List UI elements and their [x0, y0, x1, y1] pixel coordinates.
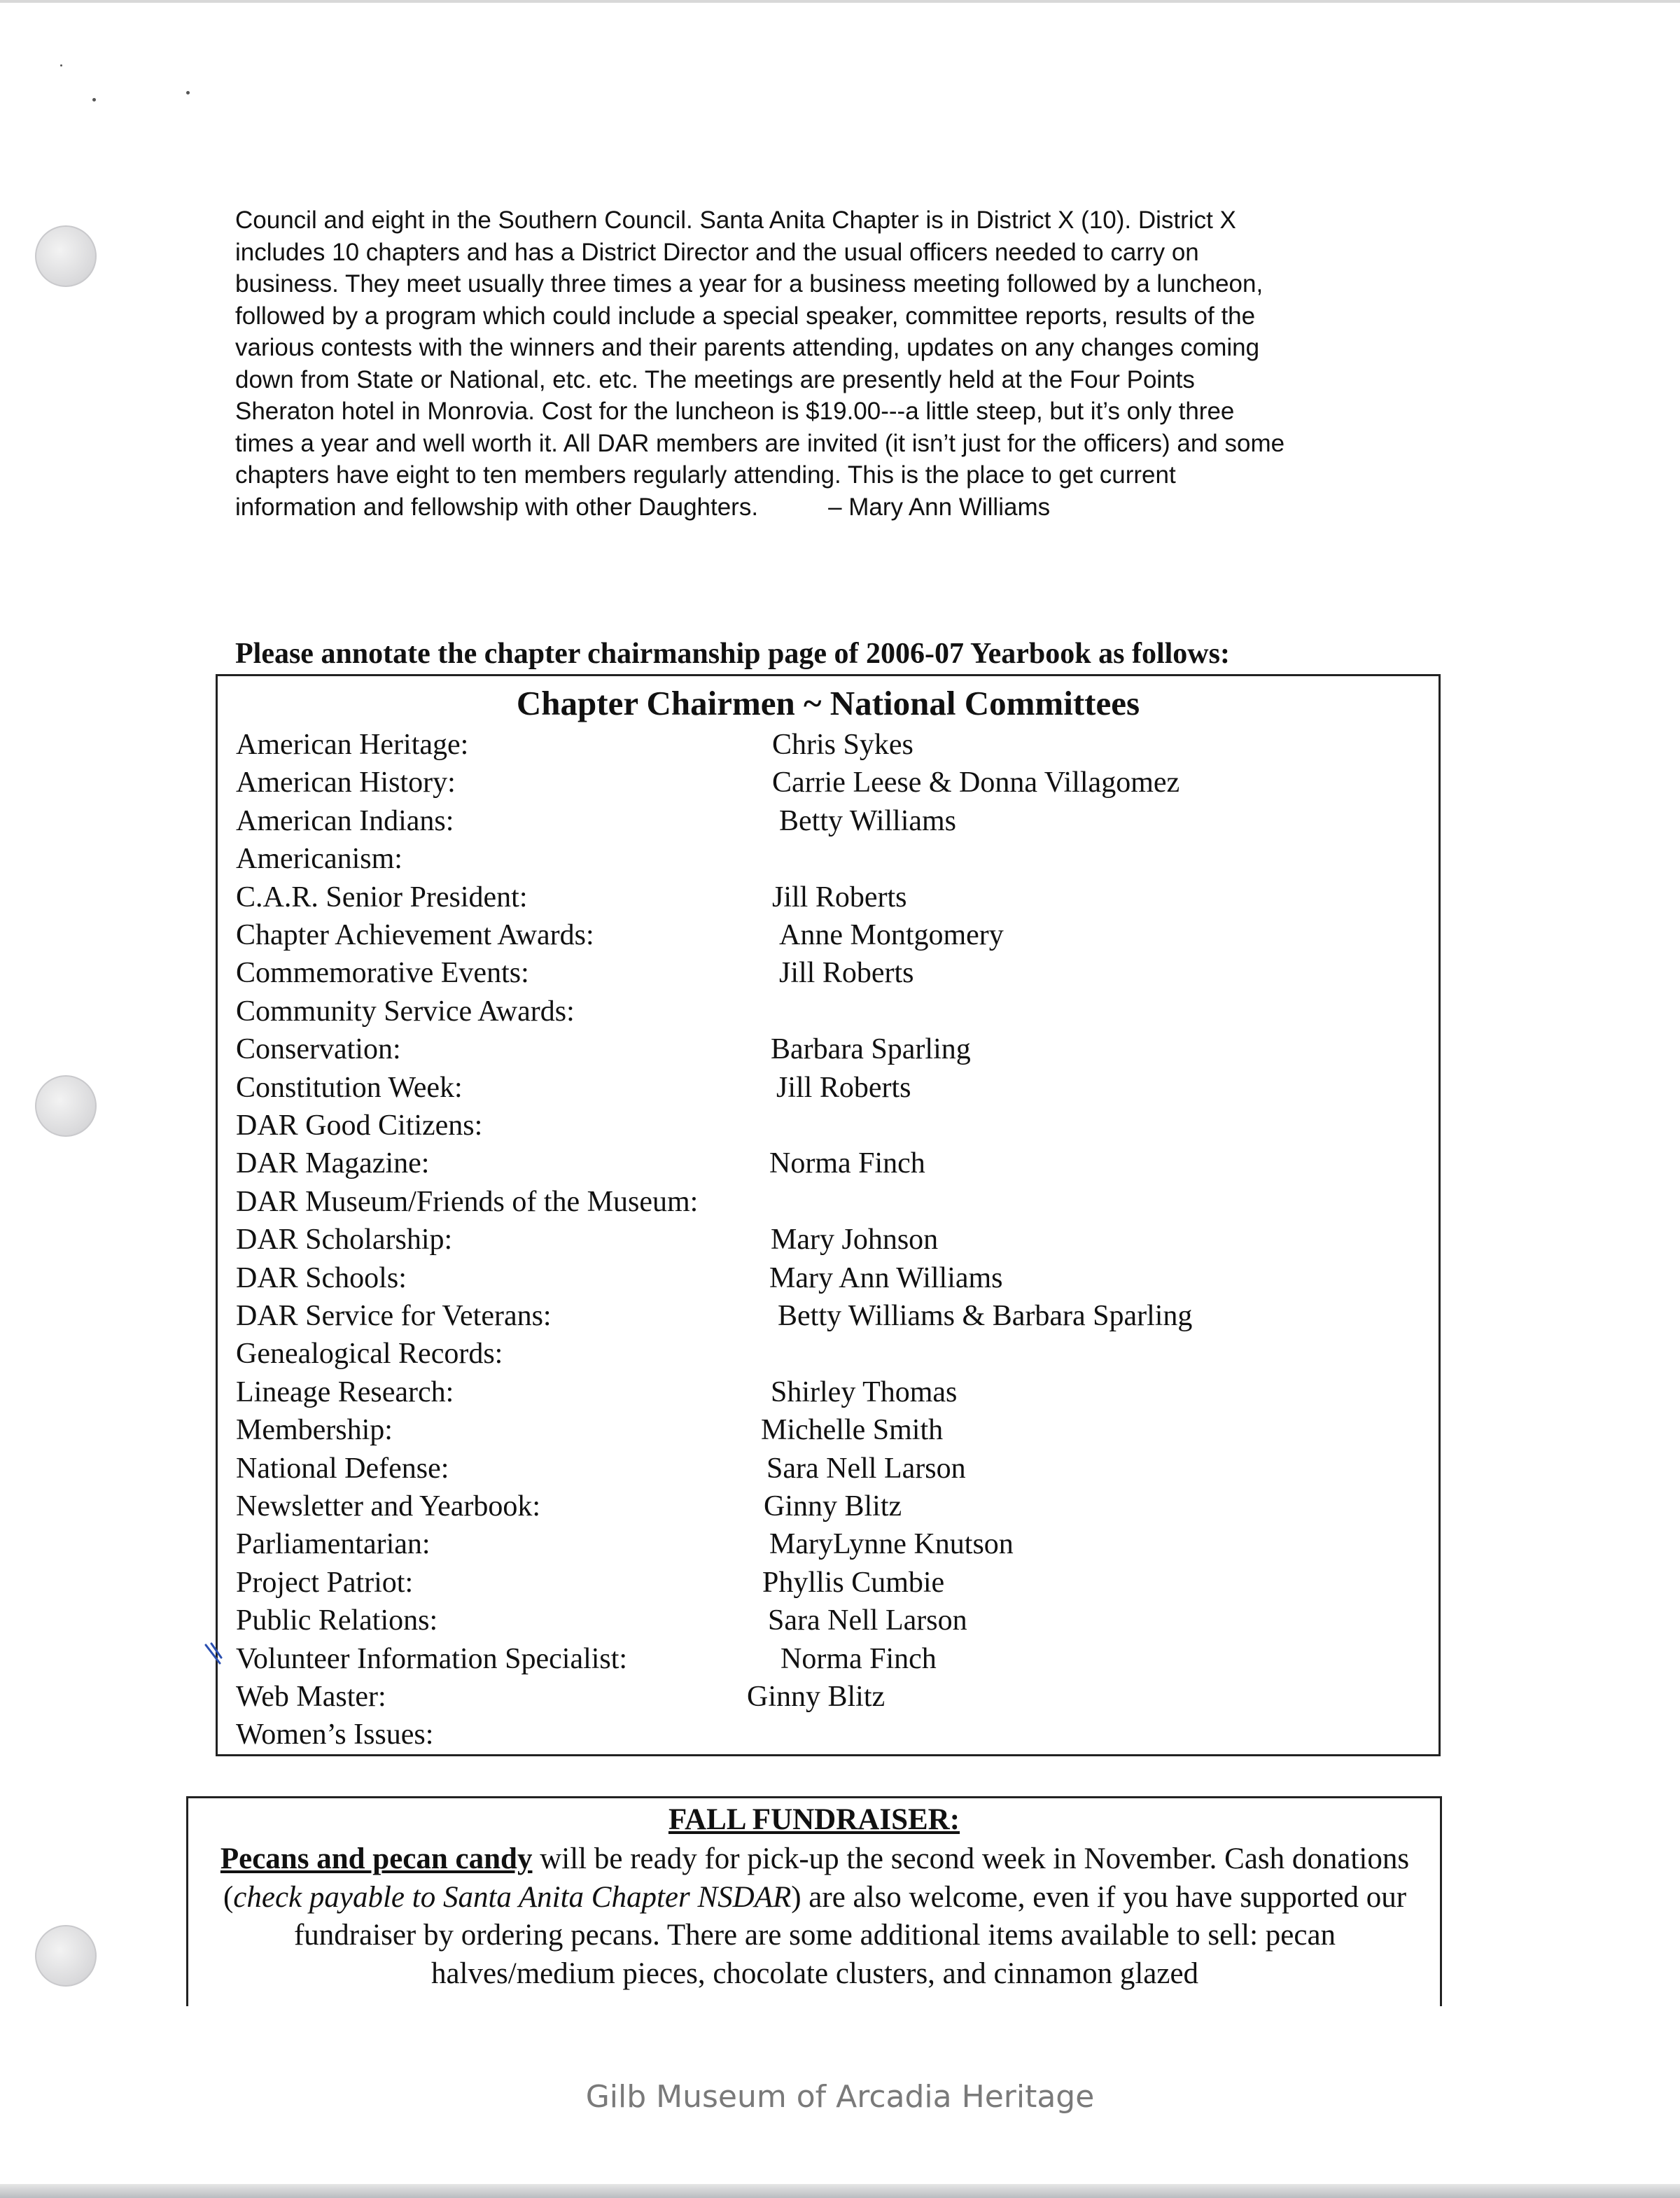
chairman-name: Norma Finch: [780, 1642, 937, 1675]
committee-name: Americanism:: [236, 843, 402, 876]
committee-name: Lineage Research:: [236, 1376, 454, 1408]
committee-name: DAR Magazine:: [236, 1147, 430, 1180]
intro-line: information and fellowship with other Daughters.: [235, 493, 759, 521]
fundraiser-lead: Pecans and pecan candy: [220, 1842, 533, 1875]
chairmen-title: Chapter Chairmen ~ National Committees: [516, 684, 1140, 722]
annotation-instruction: Please annotate the chapter chairmanship page of 2006-07 Yearbook as follows:: [235, 638, 1230, 670]
chairmen-row: [236, 993, 1426, 1030]
chairmen-row: [236, 1030, 1426, 1068]
chairmen-row: [236, 1450, 1426, 1488]
fundraiser-text: will be ready for pick-up the second week in November. Cash donations (: [223, 1842, 1410, 1914]
chairman-name: Mary Johnson: [771, 1224, 939, 1256]
chairman-name: Ginny Blitz: [747, 1681, 886, 1713]
chairman-name: Mary Ann Williams: [769, 1261, 1003, 1294]
fundraiser-title: FALL FUNDRAISER:: [668, 1803, 960, 1836]
chairmen-row: [236, 1716, 1426, 1754]
committee-name: Chapter Achievement Awards:: [236, 919, 594, 951]
fundraiser-text: ) are also welcome, even if you have supported our fundraiser by ordering pecans. There are some additional items available to sell: pecan halves/medium pieces, chocolate clusters, and cinnamon glazed: [293, 1880, 1407, 1990]
page-edge-bottom: [0, 2184, 1680, 2198]
committee-name: Project Patriot:: [236, 1566, 414, 1599]
chairmen-table: [216, 674, 1441, 1756]
committee-name: C.A.R. Senior President:: [236, 881, 528, 913]
chairmen-row: [236, 1488, 1426, 1525]
committee-name: Community Service Awards:: [236, 995, 575, 1028]
chairmen-row: [236, 916, 1426, 954]
chairman-name: Betty Williams: [779, 804, 957, 837]
committee-name: DAR Service for Veterans:: [236, 1300, 552, 1332]
chairmen-row: [236, 1297, 1426, 1335]
chairman-name: Jill Roberts: [779, 957, 914, 990]
chairman-name: Jill Roberts: [776, 1071, 911, 1104]
intro-author: – Mary Ann Williams: [828, 493, 1051, 521]
chairmen-row: [236, 1602, 1426, 1639]
fundraiser-check-note: check payable to Santa Anita Chapter NSDAR: [233, 1880, 792, 1914]
committee-name: Commemorative Events:: [236, 957, 529, 990]
committee-name: DAR Good Citizens:: [236, 1110, 483, 1142]
intro-line: down from State or National, etc. etc. The meetings are presently held at the Four Points: [235, 365, 1195, 393]
chairmen-row: [236, 764, 1426, 802]
fundraiser-box: [186, 1796, 1442, 2006]
chairman-name: Barbara Sparling: [771, 1033, 971, 1066]
chairmen-row: [236, 1335, 1426, 1373]
chairman-name: Shirley Thomas: [771, 1376, 958, 1408]
chairmen-row: [236, 726, 1426, 764]
committee-name: American History:: [236, 766, 456, 799]
pen-check-mark-icon: [204, 1642, 238, 1667]
chairmen-row: [236, 1221, 1426, 1259]
intro-line: times a year and well worth it. All DAR members are invited (it isn’t just for the officers) and some: [235, 429, 1285, 457]
page-edge-top: [0, 0, 1680, 3]
chairman-name: Jill Roberts: [772, 881, 907, 913]
chairmen-row: [236, 954, 1426, 992]
committee-name: Genealogical Records:: [236, 1338, 503, 1371]
fundraiser-body: [209, 1840, 1420, 1993]
chairman-name: Phyllis Cumbie: [762, 1566, 945, 1599]
intro-line: Council and eight in the Southern Council. Santa Anita Chapter is in District X (10). District X: [235, 206, 1236, 234]
committee-name: Newsletter and Yearbook:: [236, 1490, 541, 1522]
chairmen-row: [236, 1107, 1426, 1144]
chairmen-row: [236, 1525, 1426, 1563]
chairman-name: Sara Nell Larson: [766, 1452, 966, 1485]
chairmen-row: [236, 1373, 1426, 1411]
intro-line: followed by a program which could include a special speaker, committee reports, results of the: [235, 302, 1256, 330]
museum-watermark: Gilb Museum of Arcadia Heritage: [585, 2079, 1095, 2115]
chairmen-row: [236, 840, 1426, 878]
punch-hole-middle: [35, 1075, 97, 1137]
chairmen-row: [236, 1183, 1426, 1221]
chairmen-row: [236, 1259, 1426, 1297]
chairmen-row: [236, 802, 1426, 840]
committee-name: Women’s Issues:: [236, 1718, 434, 1751]
chairman-name: MaryLynne Knutson: [769, 1528, 1014, 1561]
chairmen-row: [236, 1564, 1426, 1602]
paper-speck: [60, 64, 62, 66]
chairmen-row: [236, 1411, 1426, 1449]
chairmen-row: [236, 1069, 1426, 1107]
committee-name: DAR Museum/Friends of the Museum:: [236, 1185, 699, 1218]
chairman-name: Chris Sykes: [772, 729, 913, 761]
intro-line: Sheraton hotel in Monrovia. Cost for the luncheon is $19.00---a little steep, but it’s only three: [235, 398, 1235, 425]
committee-name: DAR Schools:: [236, 1261, 407, 1294]
intro-line: chapters have eight to ten members regularly attending. This is the place to get current: [235, 461, 1176, 489]
committee-name: DAR Scholarship:: [236, 1224, 453, 1256]
committee-name: American Indians:: [236, 804, 454, 837]
chairmen-row: [236, 878, 1426, 916]
intro-line: various contests with the winners and their parents attending, updates on any changes coming: [235, 334, 1260, 361]
committee-name: Conservation:: [236, 1033, 401, 1066]
intro-paragraph: [235, 204, 1453, 523]
committee-name: Public Relations:: [236, 1604, 438, 1637]
intro-line: business. They meet usually three times a year for a business meeting followed by a luncheon,: [235, 270, 1264, 298]
committee-name: Constitution Week:: [236, 1071, 463, 1104]
intro-line-last: [235, 491, 1453, 524]
committee-name: National Defense:: [236, 1452, 449, 1485]
chairmen-row: [236, 1678, 1426, 1716]
committee-name: Volunteer Information Specialist:: [236, 1642, 628, 1675]
committee-name: Parliamentarian:: [236, 1528, 430, 1561]
punch-hole-bottom: [35, 1925, 97, 1987]
committee-name: Membership:: [236, 1414, 393, 1447]
intro-line: includes 10 chapters and has a District Director and the usual officers needed to carry on: [235, 238, 1199, 266]
chairman-name: Michelle Smith: [761, 1414, 944, 1447]
chairmen-row: [236, 1640, 1426, 1678]
chairman-name: Ginny Blitz: [764, 1490, 902, 1522]
chairman-name: Norma Finch: [769, 1147, 925, 1180]
chairman-name: Carrie Leese & Donna Villagomez: [772, 766, 1180, 799]
paper-speck: [186, 91, 190, 94]
chairmen-row: [236, 1144, 1426, 1182]
chairman-name: Sara Nell Larson: [768, 1604, 967, 1637]
committee-name: Web Master:: [236, 1681, 386, 1713]
committee-name: American Heritage:: [236, 729, 469, 761]
punch-hole-top: [35, 225, 97, 287]
chairman-name: Betty Williams & Barbara Sparling: [778, 1300, 1193, 1332]
paper-speck: [92, 98, 96, 102]
chairman-name: Anne Montgomery: [779, 919, 1004, 951]
